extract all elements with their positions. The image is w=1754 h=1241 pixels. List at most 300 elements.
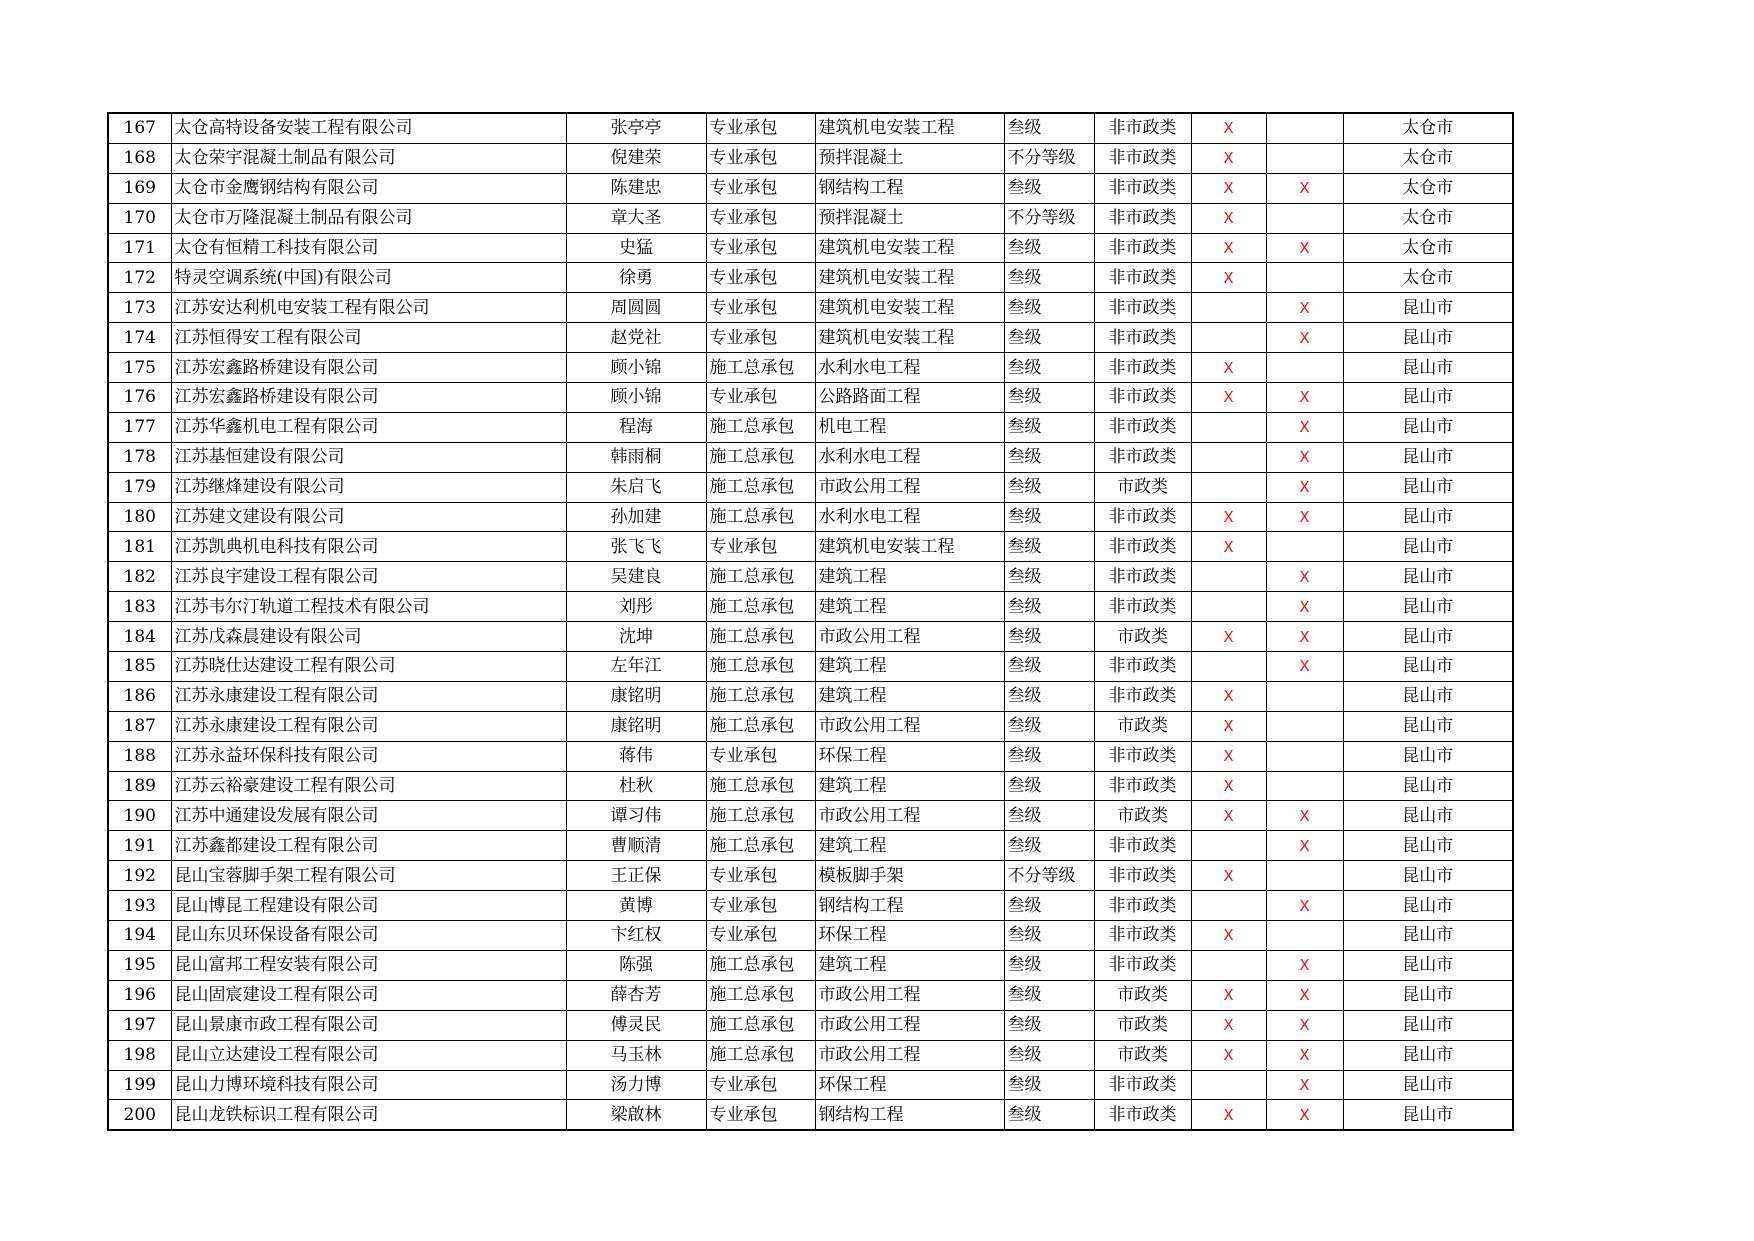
company-name-cell: 江苏晓仕达建设工程有限公司 (171, 652, 566, 682)
table-row (108, 1040, 1513, 1070)
row-number-cell: 191 (108, 831, 171, 861)
contract-type-cell: 专业承包 (706, 921, 815, 951)
specialty-cell: 环保工程 (815, 921, 1004, 951)
table-row (108, 412, 1513, 442)
category-cell: 非市政类 (1094, 293, 1191, 323)
row-number-cell: 199 (108, 1070, 171, 1100)
contract-type-cell: 施工总承包 (706, 801, 815, 831)
company-name-cell: 江苏宏鑫路桥建设有限公司 (171, 383, 566, 413)
manager-name-cell: 梁啟林 (566, 1100, 706, 1130)
specialty-cell: 模板脚手架 (815, 861, 1004, 891)
specialty-cell: 建筑机电安装工程 (815, 532, 1004, 562)
specialty-cell: 建筑机电安装工程 (815, 263, 1004, 293)
grade-cell: 叁级 (1004, 652, 1094, 682)
contract-type-cell: 施工总承包 (706, 980, 815, 1010)
grade-cell: 叁级 (1004, 592, 1094, 622)
manager-name-cell: 张飞飞 (566, 532, 706, 562)
city-cell: 昆山市 (1343, 293, 1513, 323)
city-cell: 太仓市 (1343, 203, 1513, 233)
manager-name-cell: 陈强 (566, 950, 706, 980)
city-cell: 昆山市 (1343, 622, 1513, 652)
mark-2-cell (1266, 203, 1343, 233)
contract-type-cell: 专业承包 (706, 173, 815, 203)
contract-type-cell: 施工总承包 (706, 412, 815, 442)
city-cell: 昆山市 (1343, 1100, 1513, 1130)
specialty-cell: 建筑机电安装工程 (815, 323, 1004, 353)
specialty-cell: 预拌混凝土 (815, 203, 1004, 233)
row-number-cell: 168 (108, 143, 171, 173)
mark-1-cell: X (1191, 1040, 1266, 1070)
grade-cell: 叁级 (1004, 1010, 1094, 1040)
grade-cell: 叁级 (1004, 771, 1094, 801)
mark-2-cell (1266, 263, 1343, 293)
city-cell: 昆山市 (1343, 891, 1513, 921)
mark-1-cell: X (1191, 622, 1266, 652)
table-row (108, 203, 1513, 233)
category-cell: 非市政类 (1094, 412, 1191, 442)
company-name-cell: 昆山宝蓉脚手架工程有限公司 (171, 861, 566, 891)
company-name-cell: 江苏中通建设发展有限公司 (171, 801, 566, 831)
manager-name-cell: 韩雨桐 (566, 442, 706, 472)
row-number-cell: 196 (108, 980, 171, 1010)
category-cell: 非市政类 (1094, 532, 1191, 562)
mark-2-cell (1266, 113, 1343, 143)
city-cell: 昆山市 (1343, 442, 1513, 472)
manager-name-cell: 章大圣 (566, 203, 706, 233)
specialty-cell: 市政公用工程 (815, 472, 1004, 502)
table-row (108, 681, 1513, 711)
manager-name-cell: 谭习伟 (566, 801, 706, 831)
category-cell: 市政类 (1094, 980, 1191, 1010)
city-cell: 昆山市 (1343, 741, 1513, 771)
manager-name-cell: 蒋伟 (566, 741, 706, 771)
grade-cell: 叁级 (1004, 233, 1094, 263)
specialty-cell: 建筑工程 (815, 950, 1004, 980)
table-row (108, 233, 1513, 263)
specialty-cell: 公路路面工程 (815, 383, 1004, 413)
table-row (108, 622, 1513, 652)
grade-cell: 叁级 (1004, 921, 1094, 951)
category-cell: 非市政类 (1094, 1100, 1191, 1130)
company-name-cell: 昆山博昆工程建设有限公司 (171, 891, 566, 921)
category-cell: 非市政类 (1094, 173, 1191, 203)
specialty-cell: 市政公用工程 (815, 1010, 1004, 1040)
row-number-cell: 183 (108, 592, 171, 622)
mark-1-cell (1191, 323, 1266, 353)
city-cell: 昆山市 (1343, 472, 1513, 502)
category-cell: 非市政类 (1094, 383, 1191, 413)
contract-type-cell: 施工总承包 (706, 472, 815, 502)
row-number-cell: 180 (108, 502, 171, 532)
table-row (108, 472, 1513, 502)
category-cell: 非市政类 (1094, 442, 1191, 472)
row-number-cell: 177 (108, 412, 171, 442)
grade-cell: 叁级 (1004, 263, 1094, 293)
mark-2-cell (1266, 861, 1343, 891)
company-name-cell: 江苏恒得安工程有限公司 (171, 323, 566, 353)
mark-2-cell: X (1266, 622, 1343, 652)
mark-1-cell: X (1191, 711, 1266, 741)
category-cell: 非市政类 (1094, 203, 1191, 233)
row-number-cell: 195 (108, 950, 171, 980)
row-number-cell: 175 (108, 353, 171, 383)
contract-type-cell: 专业承包 (706, 891, 815, 921)
mark-2-cell: X (1266, 1070, 1343, 1100)
manager-name-cell: 周圆圆 (566, 293, 706, 323)
category-cell: 非市政类 (1094, 891, 1191, 921)
company-name-cell: 江苏韦尔汀轨道工程技术有限公司 (171, 592, 566, 622)
mark-2-cell (1266, 681, 1343, 711)
contract-type-cell: 施工总承包 (706, 771, 815, 801)
manager-name-cell: 王正保 (566, 861, 706, 891)
grade-cell: 叁级 (1004, 741, 1094, 771)
grade-cell: 叁级 (1004, 980, 1094, 1010)
mark-2-cell: X (1266, 562, 1343, 592)
manager-name-cell: 汤力博 (566, 1070, 706, 1100)
row-number-cell: 188 (108, 741, 171, 771)
category-cell: 非市政类 (1094, 323, 1191, 353)
row-number-cell: 185 (108, 652, 171, 682)
grade-cell: 叁级 (1004, 293, 1094, 323)
table-row (108, 652, 1513, 682)
specialty-cell: 钢结构工程 (815, 1100, 1004, 1130)
contract-type-cell: 施工总承包 (706, 353, 815, 383)
category-cell: 市政类 (1094, 1010, 1191, 1040)
specialty-cell: 建筑工程 (815, 681, 1004, 711)
table-row (108, 562, 1513, 592)
table-row (108, 861, 1513, 891)
manager-name-cell: 沈坤 (566, 622, 706, 652)
contract-type-cell: 施工总承包 (706, 1010, 815, 1040)
mark-1-cell: X (1191, 233, 1266, 263)
contract-type-cell: 施工总承包 (706, 562, 815, 592)
row-number-cell: 182 (108, 562, 171, 592)
company-name-cell: 昆山固宸建设工程有限公司 (171, 980, 566, 1010)
company-name-cell: 太仓市万隆混凝土制品有限公司 (171, 203, 566, 233)
category-cell: 市政类 (1094, 1040, 1191, 1070)
grade-cell: 叁级 (1004, 173, 1094, 203)
mark-2-cell (1266, 921, 1343, 951)
mark-2-cell: X (1266, 831, 1343, 861)
manager-name-cell: 徐勇 (566, 263, 706, 293)
category-cell: 非市政类 (1094, 562, 1191, 592)
mark-1-cell: X (1191, 1010, 1266, 1040)
grade-cell: 叁级 (1004, 442, 1094, 472)
company-name-cell: 昆山力博环境科技有限公司 (171, 1070, 566, 1100)
city-cell: 昆山市 (1343, 1010, 1513, 1040)
specialty-cell: 市政公用工程 (815, 622, 1004, 652)
category-cell: 非市政类 (1094, 950, 1191, 980)
contract-type-cell: 专业承包 (706, 293, 815, 323)
contract-type-cell: 专业承包 (706, 861, 815, 891)
company-name-cell: 太仓有恒精工科技有限公司 (171, 233, 566, 263)
table-row (108, 1070, 1513, 1100)
mark-2-cell (1266, 711, 1343, 741)
contract-type-cell: 专业承包 (706, 233, 815, 263)
company-name-cell: 江苏永益环保科技有限公司 (171, 741, 566, 771)
grade-cell: 叁级 (1004, 113, 1094, 143)
company-name-cell: 江苏云裕豪建设工程有限公司 (171, 771, 566, 801)
mark-1-cell: X (1191, 921, 1266, 951)
row-number-cell: 194 (108, 921, 171, 951)
grade-cell: 叁级 (1004, 383, 1094, 413)
manager-name-cell: 马玉林 (566, 1040, 706, 1070)
contract-type-cell: 施工总承包 (706, 950, 815, 980)
grade-cell: 叁级 (1004, 801, 1094, 831)
category-cell: 非市政类 (1094, 741, 1191, 771)
row-number-cell: 173 (108, 293, 171, 323)
company-name-cell: 昆山富邦工程安装有限公司 (171, 950, 566, 980)
manager-name-cell: 康铭明 (566, 711, 706, 741)
city-cell: 太仓市 (1343, 233, 1513, 263)
city-cell: 昆山市 (1343, 502, 1513, 532)
contract-type-cell: 专业承包 (706, 741, 815, 771)
mark-2-cell (1266, 353, 1343, 383)
mark-1-cell: X (1191, 173, 1266, 203)
row-number-cell: 187 (108, 711, 171, 741)
row-number-cell: 167 (108, 113, 171, 143)
row-number-cell: 179 (108, 472, 171, 502)
company-name-cell: 太仓荣宇混凝土制品有限公司 (171, 143, 566, 173)
table-row (108, 921, 1513, 951)
contract-type-cell: 专业承包 (706, 532, 815, 562)
category-cell: 非市政类 (1094, 502, 1191, 532)
city-cell: 昆山市 (1343, 681, 1513, 711)
mark-2-cell: X (1266, 1040, 1343, 1070)
category-cell: 市政类 (1094, 801, 1191, 831)
grade-cell: 叁级 (1004, 831, 1094, 861)
mark-2-cell (1266, 143, 1343, 173)
specialty-cell: 水利水电工程 (815, 502, 1004, 532)
manager-name-cell: 左年江 (566, 652, 706, 682)
mark-1-cell (1191, 592, 1266, 622)
company-name-cell: 江苏鑫都建设工程有限公司 (171, 831, 566, 861)
specialty-cell: 建筑工程 (815, 771, 1004, 801)
mark-1-cell (1191, 831, 1266, 861)
grade-cell: 叁级 (1004, 353, 1094, 383)
mark-1-cell (1191, 1070, 1266, 1100)
manager-name-cell: 曹顺清 (566, 831, 706, 861)
mark-1-cell: X (1191, 113, 1266, 143)
row-number-cell: 171 (108, 233, 171, 263)
mark-1-cell: X (1191, 1100, 1266, 1130)
specialty-cell: 市政公用工程 (815, 980, 1004, 1010)
contract-type-cell: 施工总承包 (706, 711, 815, 741)
manager-name-cell: 黄博 (566, 891, 706, 921)
row-number-cell: 176 (108, 383, 171, 413)
mark-2-cell: X (1266, 652, 1343, 682)
specialty-cell: 环保工程 (815, 1070, 1004, 1100)
mark-1-cell: X (1191, 741, 1266, 771)
category-cell: 非市政类 (1094, 771, 1191, 801)
contract-type-cell: 专业承包 (706, 113, 815, 143)
mark-1-cell (1191, 472, 1266, 502)
row-number-cell: 198 (108, 1040, 171, 1070)
category-cell: 非市政类 (1094, 263, 1191, 293)
specialty-cell: 建筑工程 (815, 592, 1004, 622)
row-number-cell: 170 (108, 203, 171, 233)
table-row (108, 442, 1513, 472)
mark-1-cell: X (1191, 861, 1266, 891)
specialty-cell: 钢结构工程 (815, 173, 1004, 203)
mark-2-cell: X (1266, 412, 1343, 442)
manager-name-cell: 薛杏芳 (566, 980, 706, 1010)
city-cell: 昆山市 (1343, 652, 1513, 682)
mark-2-cell: X (1266, 950, 1343, 980)
company-name-cell: 江苏永康建设工程有限公司 (171, 711, 566, 741)
row-number-cell: 193 (108, 891, 171, 921)
city-cell: 昆山市 (1343, 711, 1513, 741)
grade-cell: 不分等级 (1004, 203, 1094, 233)
specialty-cell: 建筑工程 (815, 562, 1004, 592)
manager-name-cell: 康铭明 (566, 681, 706, 711)
contract-type-cell: 施工总承包 (706, 652, 815, 682)
table-row (108, 950, 1513, 980)
manager-name-cell: 卞红权 (566, 921, 706, 951)
company-name-cell: 江苏华鑫机电工程有限公司 (171, 412, 566, 442)
category-cell: 非市政类 (1094, 113, 1191, 143)
table-row (108, 831, 1513, 861)
mark-2-cell: X (1266, 592, 1343, 622)
mark-1-cell (1191, 652, 1266, 682)
city-cell: 昆山市 (1343, 562, 1513, 592)
specialty-cell: 环保工程 (815, 741, 1004, 771)
specialty-cell: 市政公用工程 (815, 801, 1004, 831)
category-cell: 市政类 (1094, 472, 1191, 502)
manager-name-cell: 杜秋 (566, 771, 706, 801)
row-number-cell: 190 (108, 801, 171, 831)
city-cell: 太仓市 (1343, 263, 1513, 293)
row-number-cell: 172 (108, 263, 171, 293)
row-number-cell: 174 (108, 323, 171, 353)
table-row (108, 532, 1513, 562)
city-cell: 昆山市 (1343, 921, 1513, 951)
row-number-cell: 189 (108, 771, 171, 801)
category-cell: 市政类 (1094, 711, 1191, 741)
contract-type-cell: 专业承包 (706, 143, 815, 173)
city-cell: 昆山市 (1343, 801, 1513, 831)
grade-cell: 不分等级 (1004, 143, 1094, 173)
city-cell: 昆山市 (1343, 353, 1513, 383)
mark-1-cell (1191, 442, 1266, 472)
table-row (108, 801, 1513, 831)
grade-cell: 叁级 (1004, 1100, 1094, 1130)
row-number-cell: 184 (108, 622, 171, 652)
company-name-cell: 昆山景康市政工程有限公司 (171, 1010, 566, 1040)
row-number-cell: 178 (108, 442, 171, 472)
mark-2-cell: X (1266, 383, 1343, 413)
mark-1-cell: X (1191, 502, 1266, 532)
mark-2-cell (1266, 532, 1343, 562)
company-name-cell: 江苏永康建设工程有限公司 (171, 681, 566, 711)
company-name-cell: 江苏安达利机电安装工程有限公司 (171, 293, 566, 323)
specialty-cell: 建筑工程 (815, 652, 1004, 682)
manager-name-cell: 吴建良 (566, 562, 706, 592)
specialty-cell: 钢结构工程 (815, 891, 1004, 921)
category-cell: 非市政类 (1094, 233, 1191, 263)
mark-2-cell: X (1266, 472, 1343, 502)
mark-2-cell: X (1266, 323, 1343, 353)
company-name-cell: 江苏基恒建设有限公司 (171, 442, 566, 472)
mark-2-cell: X (1266, 293, 1343, 323)
mark-1-cell: X (1191, 383, 1266, 413)
row-number-cell: 181 (108, 532, 171, 562)
city-cell: 昆山市 (1343, 831, 1513, 861)
row-number-cell: 186 (108, 681, 171, 711)
table-row (108, 353, 1513, 383)
table-row (108, 741, 1513, 771)
mark-1-cell (1191, 412, 1266, 442)
contract-type-cell: 专业承包 (706, 203, 815, 233)
specialty-cell: 建筑机电安装工程 (815, 293, 1004, 323)
category-cell: 非市政类 (1094, 1070, 1191, 1100)
mark-2-cell: X (1266, 980, 1343, 1010)
contract-type-cell: 施工总承包 (706, 622, 815, 652)
mark-1-cell (1191, 950, 1266, 980)
city-cell: 昆山市 (1343, 1040, 1513, 1070)
row-number-cell: 197 (108, 1010, 171, 1040)
mark-1-cell (1191, 562, 1266, 592)
table-row (108, 383, 1513, 413)
manager-name-cell: 倪建荣 (566, 143, 706, 173)
mark-1-cell (1191, 891, 1266, 921)
grade-cell: 叁级 (1004, 622, 1094, 652)
specialty-cell: 机电工程 (815, 412, 1004, 442)
grade-cell: 叁级 (1004, 532, 1094, 562)
manager-name-cell: 朱启飞 (566, 472, 706, 502)
mark-2-cell (1266, 741, 1343, 771)
city-cell: 昆山市 (1343, 950, 1513, 980)
table-row (108, 173, 1513, 203)
grade-cell: 叁级 (1004, 681, 1094, 711)
specialty-cell: 建筑工程 (815, 831, 1004, 861)
company-name-cell: 太仓市金鹰钢结构有限公司 (171, 173, 566, 203)
manager-name-cell: 史猛 (566, 233, 706, 263)
grade-cell: 不分等级 (1004, 861, 1094, 891)
grade-cell: 叁级 (1004, 1070, 1094, 1100)
manager-name-cell: 张亭亭 (566, 113, 706, 143)
table-row (108, 711, 1513, 741)
table-row (108, 771, 1513, 801)
contract-type-cell: 施工总承包 (706, 831, 815, 861)
category-cell: 非市政类 (1094, 592, 1191, 622)
mark-1-cell: X (1191, 203, 1266, 233)
contract-type-cell: 施工总承包 (706, 592, 815, 622)
row-number-cell: 169 (108, 173, 171, 203)
city-cell: 昆山市 (1343, 383, 1513, 413)
company-name-cell: 昆山龙铁标识工程有限公司 (171, 1100, 566, 1130)
category-cell: 非市政类 (1094, 831, 1191, 861)
specialty-cell: 预拌混凝土 (815, 143, 1004, 173)
category-cell: 非市政类 (1094, 861, 1191, 891)
manager-name-cell: 赵党社 (566, 323, 706, 353)
contract-type-cell: 施工总承包 (706, 442, 815, 472)
grade-cell: 叁级 (1004, 562, 1094, 592)
contract-type-cell: 专业承包 (706, 383, 815, 413)
category-cell: 市政类 (1094, 622, 1191, 652)
table-row (108, 263, 1513, 293)
city-cell: 昆山市 (1343, 771, 1513, 801)
table-row (108, 980, 1513, 1010)
company-name-cell: 昆山东贝环保设备有限公司 (171, 921, 566, 951)
city-cell: 昆山市 (1343, 592, 1513, 622)
grade-cell: 叁级 (1004, 472, 1094, 502)
mark-2-cell: X (1266, 801, 1343, 831)
city-cell: 昆山市 (1343, 980, 1513, 1010)
mark-1-cell: X (1191, 353, 1266, 383)
table-row (108, 1010, 1513, 1040)
category-cell: 非市政类 (1094, 652, 1191, 682)
